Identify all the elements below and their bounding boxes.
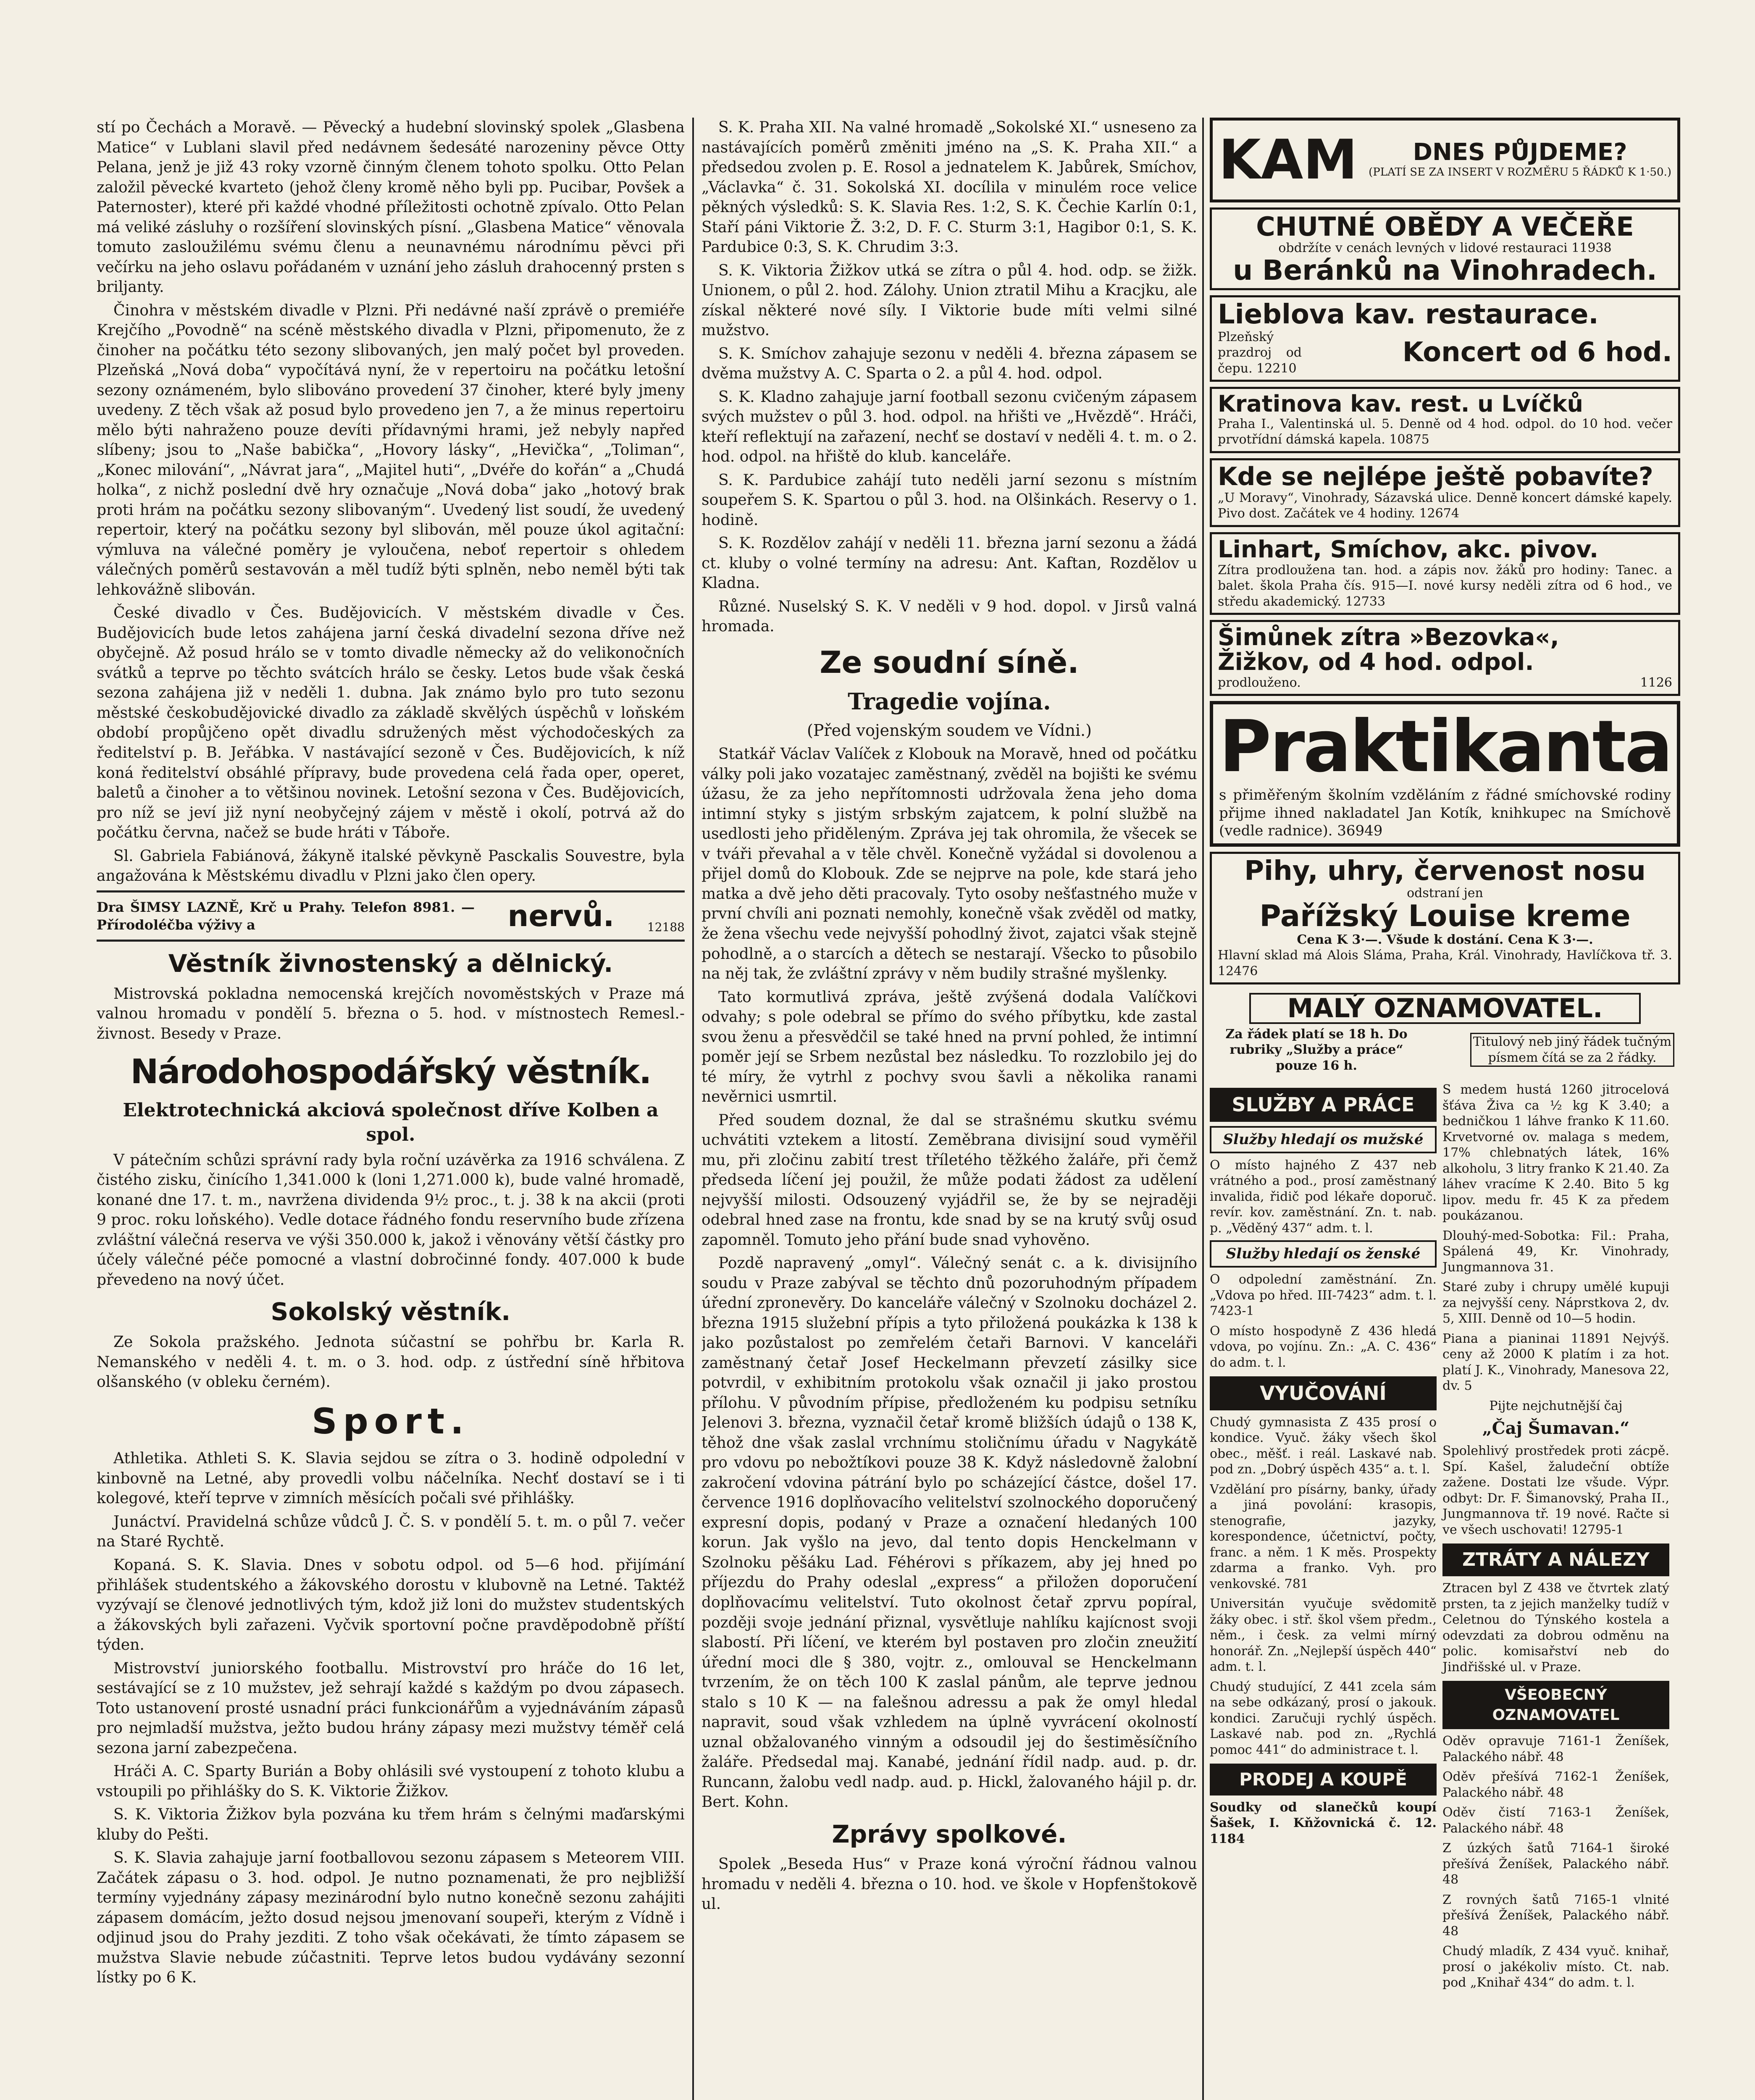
ad-nervu <box>97 897 685 935</box>
maly-right: Titulový neb jiný řádek tučným písmem čítá se za 2 řádky. <box>1470 1033 1674 1067</box>
article-junactvi: Junáctví. Pravidelná schůze vůdců J. Č. S. v pondělí 5. t. m. o půl 7. večer na Staré Rychtě. <box>97 1513 685 1551</box>
classified-item: „Čaj Šumavan.“ <box>1482 1418 1630 1438</box>
ad-kde <box>1210 458 1680 527</box>
classified-item: Oděv opravuje 7161-1 Ženíšek, Palackého nábř. 48 <box>1442 1734 1669 1764</box>
ad-pihy <box>1210 852 1680 985</box>
ad-nervu-code: 12188 <box>647 920 685 934</box>
classified-item: O místo hajného Z 437 neb vrátného a pod., prosí zaměstnaný invalida, řidič pod lékaře doporuč. revír. kov. zaměstnání. Zn. t. nab. p. „Věděný 437“ adm. t. l. <box>1210 1158 1437 1236</box>
ad-chutne-title: CHUTNÉ OBĚDY A VEČEŘE <box>1256 211 1634 242</box>
ad-pihy-text: odstraní jen <box>1407 885 1483 900</box>
classified-item: Spolehlivý prostředek proti zácpě. Spí. Kašel, žaludeční obtíže zažene. Dostati lze všude. Výpr. odbyt: Dr. F. Šimanovský, Praha II., Jungmannova tř. 19 nové. Račte si ve všech uschovati! <box>1442 1444 1669 1537</box>
ad-lieblova-sub: Koncert od 6 hod. <box>1402 337 1672 368</box>
ad-kam <box>1210 118 1680 202</box>
ad-simunek <box>1210 620 1680 696</box>
article-sokol: Ze Sokola pražského. Jednota súčastní se pohřbu br. Karla R. Nemanského v neděli 4. t. m. o 3. hod. odp. z ústřední síně hřbitova olšanského (v obleku černém). <box>97 1333 685 1391</box>
classified-item: Staré zuby i chrupy umělé kupuji za nejvyšší ceny. Náprstkova 2, dv. 5, XIII. Denně od 10—5 hodin. <box>1442 1280 1669 1326</box>
article-soud-3: Před soudem doznal, že dal se strašnému skutku svému uchvátiti vztekem a litostí. Zeměbrana divisijní soud vyměřil mu, při zločinu zabití trest tříletého těžkého žaláře, při čemž předseda líčení jej použil, že může podati žádost za udělení nejvyšší milosti. Odsouzený vyjádřil se, že by se nejraději odebral hned zase na frontu, kde snad by se na krutý svůj osud zapomněl. Tomuto jeho přání bude snad vyhověno. <box>701 1111 1197 1249</box>
article-slavia: S. K. Slavia zahajuje jarní footballovou sezonu zápasem s Meteorem VIII. Začátek zápasu o 3. hod. odpol. Je nutno poznamenati, že pro nejbližší termíny vyjednány zápasy mezinárodní bylo nutno konečně sezonu zahájiti zápasem domácím, ježto dosud nejsou jmenovaní soupeři, kterým z Vídně i odjinud jsou do Prahy jezditi. Z toho však očekávati, že tímto zápasem se mužstva Slavie nebude zúčastniti. Teprve letos budou vydávány sezonní lístky po 6 K. <box>97 1849 685 1987</box>
heading-soudni-sin: Ze soudní síně. <box>820 644 1079 680</box>
divider <box>97 940 685 942</box>
ad-simunek-code: 1126 <box>1640 675 1672 690</box>
banner-ztraty: ZTRÁTY A NÁLEZY <box>1442 1544 1669 1576</box>
ad-lieblova <box>1210 295 1680 382</box>
ad-praktikanta-big: Praktikanta <box>1219 705 1671 789</box>
heading-zpravy-spolkove: Zprávy spolkové. <box>832 1819 1067 1848</box>
article-pelan: stí po Čechách a Moravě. — Pěvecký a hudební slovinský spolek „Glasbena Matice“ v Lublani slavil před nedávnem šedesáté narozeniny pěvce Otty Pelana, jenž je již 43 roky vzorně činným členem tohoto spolku. Otto Pelan založil pěvecké kvarteto (jehož členy kromě něho byli pp. Pucibar, Povšek a Paternoster), které při každé vhodné příležitosti ochotně zpívalo. Otto Pelan má veliké zásluhy o rozšíření slovinských písní. „Glasbena Matice“ věnovala tomuto zasloužilému svému členu a neunavnému národnímu pěvci při večírku na jeho oslavu pořádaném v uznání jeho zásluh drahocenný prsten s briljanty. <box>97 119 685 296</box>
ad-simunek-text: prodlouženo. <box>1218 675 1301 690</box>
classified-item: Z rovných šatů 7165-1 vlnité přešívá Ženíšek, Palackého nábř. 48 <box>1442 1892 1669 1939</box>
ad-pihy-sub: Pařížský Louise kreme <box>1259 899 1631 934</box>
ad-linhart-text: Zítra prodloužena tan. hod. a zápis nov. žáků pro hodiny: Tanec. a balet. škola Praha čís. 915—I. nové kursy neděli zítra od 6 hod., ve středu akademický. <box>1218 562 1672 609</box>
classified-item: Chudý mladík, Z 434 vyuč. knihař, prosí o jakékoliv místo. Ct. nab. pod „Knihař 434“ do adm. t. l. <box>1442 1944 1669 1990</box>
ad-linhart-code: 12733 <box>1345 594 1386 609</box>
article-ruzne: Různé. Nuselský S. K. V neděli v 9 hod. dopol. v Jirsů valná hromada. <box>701 598 1197 635</box>
column-right <box>1210 118 1680 2100</box>
ad-chutne-sub: u Beránků na Vinohradech. <box>1233 254 1657 287</box>
ad-pihy-title: Pihy, uhry, červenost nosu <box>1244 855 1646 887</box>
subheading-vojensky-soud: (Před vojenským soudem ve Vídni.) <box>807 721 1092 740</box>
article-hraci: Hráči A. C. Sparty Burián a Boby ohlásili své vystoupení z tohoto klubu a vstoupili po přihlášky do S. K. Viktorie Žižkov. <box>97 1763 685 1800</box>
ad-chutne <box>1210 207 1680 291</box>
heading-sport: Sport. <box>312 1400 470 1442</box>
column-left <box>97 118 685 2100</box>
ad-praktikanta <box>1210 701 1680 847</box>
ad-kratinova-code: 10875 <box>1389 432 1429 447</box>
column-middle <box>701 118 1197 2100</box>
heading-sokol: Sokolský věstník. <box>271 1297 511 1326</box>
section-zenske: Služby hledají os ženské <box>1210 1240 1437 1268</box>
ad-kratinova-title: Kratinova kav. rest. u Lvíčků <box>1218 391 1583 417</box>
ad-pihy-code: 12476 <box>1218 963 1258 979</box>
ad-lieblova-text: Plzeňský prazdroj od čepu. 12210 <box>1218 329 1302 376</box>
classified-item: Piana a pianinai 11891 Nejvýš. ceny až 2000 K platím i za hot. platí J. K., Vinohrady, Manesova 22, dv. 5 <box>1442 1331 1669 1394</box>
classified-item: S medem hustá 1260 jitrocelová šťáva Živa ca ½ kg K 3.40; a bedničkou 1 láhve franko K 11.60. Krvetvorné ov. malaga s medem, 17% chlebnatých látek, 16% alkoholu, 3 litry franko K 21.40. Za láhev vracíme K 2.40. Bito 5 kg lipov. medu fr. 45 K za předem poukázanou. <box>1442 1082 1669 1223</box>
ad-simunek-sub: Žižkov, od 4 hod. odpol. <box>1218 648 1534 676</box>
classified-item: O odpolední zaměstnání. Zn. „Vdova po hřed. III-7423“ adm. t. l. 7423-1 <box>1210 1272 1437 1318</box>
ad-kde-code: 12674 <box>1419 506 1459 521</box>
maly-oznamovatel <box>1210 990 1680 1077</box>
banner-vseobecny: VŠEOBECNÝ OZNAMOVATEL <box>1442 1681 1669 1729</box>
banner-sluzby: SLUŽBY A PRÁCE <box>1210 1088 1437 1122</box>
article-pozde-napraveny: Pozdě napravený „omyl“. Válečný senát c. a k. divisijního soudu v Praze zabýval se těchto dnů pozoruhodným případem úřední zpronevěry. Do kanceláře válečný v Szolnoku docházel 2. března 1915 služební přípis a tyto přiložená poukázka k 138 k jako pozůstalost po zemřelém četaři Barnovi. V kanceláři zaměstnaný četař Josef Heckelmann převzetí zásilky sice potvrdil, v exhibitním protokolu však označil ji jako prostou přílohu. V původním přípise, předloženém ku podpisu setníku Jelenovi 3. března, vyznačil četař kromě bližších údajů o 138 K, těhož dne však zaslal vrchnímu stoličnímu úřadu v Nagykátě pro vdovu po nebožtíkovi pouze 38 K. Když následovně žalobní zakročení vdovina pátrání bylo po scházející částce, došel 17. července 1916 doplňovacího velitelství szolnockého doporučený expresní dopis, podaný v Praze a označení hledaných 100 korun. Jak vyšlo na jevo, dal tento dopis Henckelmann v Szolnoku pěšáku Lad. Féhérovi s příkazem, aby jej hned po příjezdu do Prahy odeslal „express“ a přiložen doporučení doplňovacímu velitelství. Tuto okolnost četař zprvu popíral, později svoje jednání přiznal, vysvětluje nahlíku kajícnost svoji slabostí. Při líčení, ve kterém byl postaven pro zločin zneužití úřední moci dle § 380, vojtr. z., omlouval se Henckelmann tvrzením, že on těch 100 K zaslal pánům, ale teprve jednou stalo s 10 K — na falešnou adressu a pak že omyl hledal napravit, soud však vzhledem na úplně vyvrácení okolností uznal obžalovaného vinným a odsoudil jej do šestiměsíčního žaláře. Předsedal maj. Kanabé, jednání řídil nadp. aud. p. dr. Runcann, žalobu vedl nadp. aud. p. Hickl, žalovaného hájil p. dr. Bert. Kohn. <box>701 1255 1197 1811</box>
maly-left: Za řádek platí se 18 h. Do rubriky „Služby a práce“ pouze 16 h. <box>1225 1026 1408 1073</box>
heading-vestnik: Věstník živnostenský a dělnický. <box>168 949 613 978</box>
classifieds <box>1210 1082 1680 1995</box>
ad-kde-title: Kde se nejlépe ještě pobavíte? <box>1218 462 1653 491</box>
column-rule <box>1202 118 1204 2100</box>
ad-linhart <box>1210 532 1680 615</box>
article-gabriela: Sl. Gabriela Fabiánová, žákyně italské pěvkyně Pasckalis Souvestre, byla angažována k Městskému divadlu v Plzni jako člen opery. <box>97 847 685 885</box>
article-ceske-divadlo: České divadlo v Čes. Budějovicích. V městském divadle v Čes. Budějovicích bude letos zahájena jarní česká divadelní sezona dříve než obyčejně. Až posud hrálo se v tomto divadle německy až do velikonočních svátků a teprve po těchto svátcích hrálo se česky. Letos bude však česká sezona zahájena již v neděli 1. dubna. Jak známo bylo pro tuto sezonu městské českobudějovické divadlo za základě skvělých úspěchů v loňském období propůjčeno opět divadlu sdružených měst východočeských za ředitelství p. B. Jeřábka. V nastávající sezoně v Čes. Budějovicích, k níž koná ředitelství obsáhlé přípravy, bude provedena celá řada oper, operet, baletů a činoher a to většinou novinek. Letošní sezona v Čes. Budějovicích, pro níž se jeví již nyní neobyčejný zájem v městě i okolí, potrvá až do počátku června, načež se bude hráti v Táboře. <box>97 604 685 842</box>
article-viktoria: S. K. Viktoria Žižkov byla pozvána ku třem hrám s čelnými maďarskými kluby do Pešti. <box>97 1806 685 1843</box>
article-soud-2: Tato kormutlivá zpráva, ještě zvýšená dodala Valíčkovi odvahy; s pole odebral se přímo do svého příbytku, kde zastal svou ženu a přesvědčil se také hned na první pohled, že intimní poměr její se Srbem nezůstal bez následku. To rozzlobilo jej do té míry, že vytrhl z pochvy svou šavli a několika ranami nevěrnici usmrtil. <box>701 988 1197 1106</box>
ad-lieblova-title: Lieblova kav. restaurace. <box>1218 299 1599 331</box>
article-beseda: Spolek „Beseda Hus“ v Praze koná výroční řádnou valnou hromadu v neděli 4. března o 10. hod. ve škole v Hopfenštokově ul. <box>701 1856 1197 1913</box>
column-rule <box>692 118 694 2100</box>
classified-item: Dlouhý-med-Sobotka: Fil.: Praha, Spálená 49, Kr. Vinohrady, Jungmannova 31. <box>1442 1228 1669 1275</box>
ad-chutne-text: obdržíte v cenách levných v lidové restauraci 11938 <box>1278 240 1612 255</box>
classifieds-right <box>1442 1082 1669 1995</box>
classified-item: Z úzkých šatů 7164-1 široké přešívá Ženíšek, Palackého nábř. 48 <box>1442 1841 1669 1887</box>
subheading-elektro: Elektrotechnická akciová společnost dříve Kolben a spol. <box>123 1099 659 1145</box>
article-pardubice: S. K. Pardubice zahájí tuto neděli jarní sezonu s místním soupeřem S. K. Spartou o půl 3. hod. na Olšinkách. Reservy o 1. hodině. <box>701 471 1197 529</box>
article-mistrovska: Mistrovská pokladna nemocenská krejčích novoměstských v Praze má valnou hromadu v pondělí 5. března o 5. hod. v místnostech Remesl.-živnost. Besedy v Praze. <box>97 985 685 1042</box>
ad-kam-sub: (PLATÍ SE ZA INSERT V ROZMĚRU 5 ŘÁDKŮ K 1·50.) <box>1369 166 1671 179</box>
article-smichov: S. K. Smíchov zahajuje sezonu v neděli 4. března zápasem se dvěma mužstvy A. C. Sparta o 2. a půl 4. hod. odpol. <box>701 345 1197 383</box>
heading-narodohospodarsky: Národohospodářský věstník. <box>130 1052 651 1092</box>
ad-kam-title: DNES PŮJDEME? <box>1413 139 1627 166</box>
ad-kratinova-text: Praha I., Valentinská ul. 5. Denně od 4 hod. odpol. do 10 hod. večer prvotřídní dámská kapela. <box>1218 416 1672 447</box>
article-rozdelov: S. K. Rozdělov zahájí v neděli 11. března jarní sezonu a žádá ct. kluby o volné termíny na adresu: Ant. Kaftan, Rozdělov u Kladna. <box>701 535 1197 592</box>
ad-kde-text: „U Moravy“, Vinohrady, Sázavská ulice. Denně koncert dámské kapely. Pivo dost. Začátek ve 4 hodiny. <box>1218 490 1672 521</box>
ad-nervu-text: Dra ŠIMSY LAZNĚ, Krč u Prahy. Telefon 8981. — Přírodoléčba výživy a <box>97 899 475 933</box>
ad-linhart-title: Linhart, Smíchov, akc. pivov. <box>1218 536 1599 563</box>
ad-pihy-addr: Hlavní sklad má Alois Sláma, Praha, Král. Vinohrady, Havlíčkova tř. 3. <box>1218 948 1672 963</box>
classified-item: Universitán vyučuje svědomitě žáky obec. i stř. škol všem předm., něm., i česk. za velmi mírný honorář. Zn. „Nejlepší úspěch 440“ adm. t. l. <box>1210 1596 1437 1675</box>
article-cinohra: Činohra v městském divadle v Plzni. Při nedávné naší zprávě o premiéře Krejčího „Povodně“ na scéně městského divadla v Plzni, připomenuto, že z činoher na počátku této sezony slibovaných, jen malý počet byl proveden. Plzeňská „Nová doba“ vypočítává nyní, že v repertoiru na počátku letošní sezony oznámeném, bylo slibováno provedení 37 činoher, které byly jmeny uvedeny. Z těch však až posud bylo provedeno jen 7, a že minus repertoiru mělo býti nahraženo pouze devíti přídavnými hrami, jež nebyly napřed slíbeny; jsou to „Naše babička“, „Hovory lásky“, „Hevička“, „Toliman“, „Konec milování“, „Návrat jara“, „Majitel huti“, „Dvéře do kořán“ a „Chudá holka“, z nichž poslední dvě hry označuje „Nová doba“ jako „hotový brak proti hrám na počátku sezony slibovaným“. Uvedený list soudí, že uvedený repertoir, který na počátku sezony byl slibován, měl pouze úkol agitační: výmluva na válečné poměry je vyloučena, neboť repertoir s ohledem válečných poměrů sestavován a měl tudíž býti splněn, nebo neměl býti tak lehkovážně slibován. <box>97 302 685 598</box>
classified-item: Soudky od slanečků koupí Šašek, I. Kňžovnická č. 12. 1184 <box>1210 1800 1437 1846</box>
classified-item: O místo hospodyně Z 436 hledá vdova, po vojínu. Zn.: „A. C. 436“ do adm. t. l. <box>1210 1323 1437 1370</box>
ad-kratinova <box>1210 387 1680 453</box>
classified-item: Vzdělání pro písárny, banky, úřady a jiná povolání: krasopis, stenografie, jazyky, korespondence, účetnictví, počty, franc. a něm. 1 K měs. Prospekty zdarma a franko. Vyh. pro venkovské. 781 <box>1210 1482 1437 1591</box>
article-praha12: S. K. Praha XII. Na valné hromadě „Sokolské XI.“ usneseno za nastávajících poměrů změniti jméno na „S. K. Praha XII.“ a předsedou zvolen p. E. Rosol a jednatelem K. Jabůrek, Smíchov, „Václavka“ č. 31. Sokolská XI. docílila v minulém roce velice pěkných výsledků: S. K. Slavia Res. 1:2, S. K. Čechie Karlín 0:1, Staří páni Viktorie Ž. 3:2, D. F. C. Sturm 3:1, Hagibor 0:1, S. K. Pardubice 0:3, S. K. Chrudim 3:3. <box>701 119 1197 256</box>
article-viktoria2: S. K. Viktoria Žižkov utká se zítra o půl 4. hod. odp. se žižk. Unionem, o půl 2. hod. Zálohy. Union ztratil Mihu a Kracjku, ale získal některé nové síly. I Viktorie bude míti velmi silné mužstvo. <box>701 262 1197 339</box>
classified-code: 12795-1 <box>1571 1522 1624 1537</box>
classified-item: Chudý gymnasista Z 435 prosí o kondice. Vyuč. žáky všech škol obec., měšť. i reál. Laskavé nab. pod zn. „Dobrý úspěch 435“ a. t. l. <box>1210 1415 1437 1477</box>
maly-title: MALÝ OZNAMOVATEL. <box>1249 993 1641 1024</box>
section-muzske: Služby hledají os mužské <box>1210 1126 1437 1153</box>
ad-nervu-title: nervů. <box>507 898 615 933</box>
ad-praktikanta-code: 36949 <box>1337 822 1383 840</box>
banner-prodej: PRODEJ A KOUPĚ <box>1210 1764 1437 1795</box>
classified-item: Oděv čistí 7163-1 Ženíšek, Palackého nábř. 48 <box>1442 1805 1669 1836</box>
article-kopana: Kopaná. S. K. Slavia. Dnes v sobotu odpol. od 5—6 hod. přijímání přihlášek studentského a žákovského dorostu v klubovně na Letné. Taktéž vyzývají se členové jednotlivých tým, kdož již loni do mužstev studentských a žákovských byli zařazeni. Vyčvik sportovní počne pravděpodobně příští týden. <box>97 1556 685 1654</box>
ad-simunek-title: Šimůnek zítra »Bezovka«, <box>1218 624 1559 651</box>
subheading-tragedie: Tragedie vojína. <box>848 688 1051 715</box>
ad-pihy-price: Cena K 3·—. Všude k dostání. Cena K 3·—. <box>1297 932 1593 947</box>
article-athletika: Athletika. Athleti S. K. Slavia sejdou se zítra o 3. hodině odpolední v kinbovně na Letné, aby provedli volbu náčelníka. Nechť dostaví se i ti kolegové, kteří teprve v zimních měsících počali své přihlášky. <box>97 1450 685 1507</box>
article-kladno: S. K. Kladno zahajuje jarní football sezonu cvičeným zápasem svých mužstev o půl 3. hod. odpol. na hřišti ve „Hvězdě“. Hráči, kteří reflektují na zařazení, nechť se dostaví v neděli 4. t. m. o 2. hod. odpol. na hřiště do klub. kanceláře. <box>701 388 1197 466</box>
article-soud-1: Statkář Václav Valíček z Klobouk na Moravě, hned od počátku války poli jako vozatajec zaměstnaný, zvěděl na bojišti ke svému úžasu, že za jeho nepřítomnosti udržovala žena jeho doma intimní styky s jistým srbským zajatcem, k polní službě na usedlosti jeho přiděleným. Zpráva jej tak ohromila, že všecek se v tváři převahal a v těle chvěl. Konečně vyžádal si dovolenou a přijel domů do Klobouk. Zde se nejprve na pole, kde stará jeho matka a dvě jeho děti pracovaly. Tyto osoby nešťastného muže v první chvíli ani poznati nemohly, konečně však zvěděl od matky, že žena všechu vede nejvyšší pohodlný život, zajatci však stejně pohodlně, a o starcích a dětech se nestarají. Všecko to působilo na něj tak, že zvláštní zprávy v něm budily strašné myšlenky. <box>701 746 1197 983</box>
article-mistrovstvi: Mistrovství juniorského footballu. Mistrovství pro hráče do 16 let, sestávající se z 10 mužstev, jež sehrají každé s každým po dvou zápasech. Toto ustanovení prosté usnadní práci funkcionářům a vyjednáváním zápasů pro nejmladší mužstva, ježto budou hrány zápasy mezi mužstvy téměř celá sezona jarní zabezpečena. <box>97 1659 685 1757</box>
classified-item: Ztracen byl Z 438 ve čtvrtek zlatý prsten, ta z jejich manželky tudíž v Celetnou do Týnského kostela a odevzdati za dobrou odměnu na polic. komisařství neb do Jindřišské ul. v Praze. <box>1442 1581 1669 1675</box>
classified-item: Oděv přešívá 7162-1 Ženíšek, Palackého nábř. 48 <box>1442 1769 1669 1800</box>
classified-item: Chudý studující, Z 441 zcela sám na sebe odkázaný, prosí o jakouk. kondici. Zaručuji rychlý úspěch. Laskavé nab. pod zn. „Rychlá pomoc 441“ do administrace t. l. <box>1210 1679 1437 1757</box>
banner-vyucovani: VYUČOVÁNÍ <box>1210 1376 1437 1410</box>
ad-praktikanta-text: s přiměřeným školním vzděláním z řádné smíchovské rodiny přijme ihned nakladatel Jan Kotík, knihkupec na Smíchově (vedle radnice). <box>1219 787 1671 840</box>
classified-item: Pijte nejchutnější čaj <box>1489 1398 1623 1413</box>
article-elektro: V pátečním schůzi správní rady byla roční uzávěrka za 1916 schválena. Z čistého zisku, činícího 1,341.000 k (loni 1,271.000 k), bude valné hromadě, konané dne 17. t. m., navržena dividenda 9½ proc., t. j. 38 k na akcii (proti 9 proc. roku loňského). Vedle dotace řádného fondu reservního bude zřízena zvláštní válečná reserva ve výši 350.000 k, jakož i věnovány větší částky pro účely válečné péče pomocné a vlastní dobročinné fondy. 407.000 k bude převedeno na nový účet. <box>97 1151 685 1289</box>
classifieds-left <box>1210 1082 1437 1995</box>
divider <box>97 890 685 892</box>
ad-kam-big: KAM <box>1219 128 1358 192</box>
